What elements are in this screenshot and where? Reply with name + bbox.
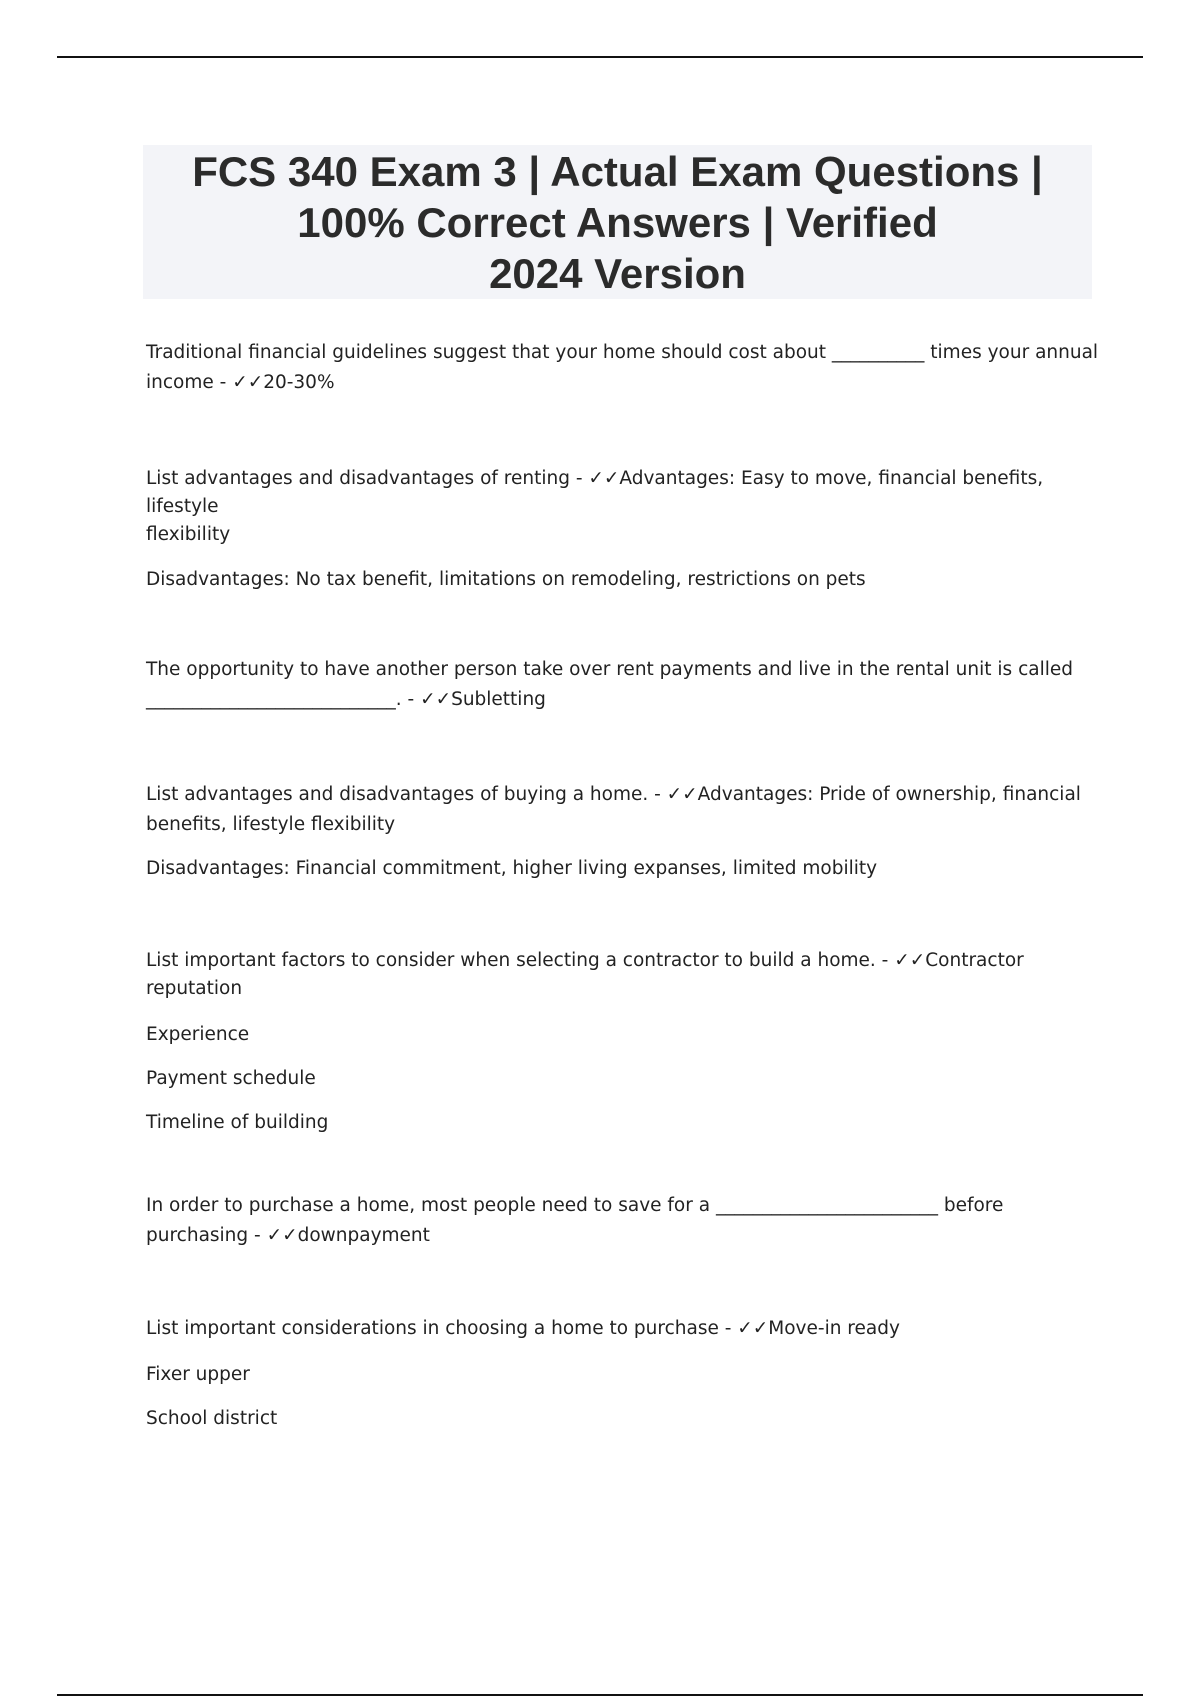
qa-item [146, 655, 1106, 715]
qa-question-line: ___________________________. - ✓✓Subletting [146, 689, 546, 710]
page-title-line-3: 2024 Version [489, 249, 746, 297]
qa-question-line: List important factors to consider when selecting a contractor to build a home. - ✓✓Contractor [146, 950, 1024, 971]
qa-item [146, 947, 1106, 1138]
qa-item [146, 1314, 1106, 1434]
qa-item [146, 780, 1106, 884]
qa-question-line: List important considerations in choosing a home to purchase - ✓✓Move-in ready [146, 1318, 900, 1339]
qa-question-line: In order to purchase a home, most people need to save for a ________________________ before [146, 1195, 1004, 1216]
page-title-line-2: 100% Correct Answers | Verified [297, 198, 938, 246]
bottom-divider [57, 1694, 1143, 1696]
qa-item [146, 1191, 1106, 1251]
qa-question-line: List advantages and disadvantages of renting - ✓✓Advantages: Easy to move, financial benefits, lifestyle [146, 468, 1044, 517]
qa-question-line: The opportunity to have another person take over rent payments and live in the rental unit is called [146, 659, 1073, 680]
qa-question-line: benefits, lifestyle flexibility [146, 814, 396, 835]
qa-question-line: List advantages and disadvantages of buying a home. - ✓✓Advantages: Pride of ownership, financial [146, 784, 1081, 805]
qa-item [146, 465, 1106, 595]
qa-question-line: income - ✓✓20-30% [146, 372, 335, 393]
qa-answer-line: Fixer upper [146, 1364, 250, 1385]
qa-answer-line: Disadvantages: Financial commitment, higher living expanses, limited mobility [146, 858, 878, 879]
qa-question-line: Traditional financial guidelines suggest that your home should cost about __________ times your annual [146, 342, 1099, 363]
qa-answer-line: Experience [146, 1024, 250, 1045]
qa-item [146, 338, 1106, 398]
qa-answer-line: Disadvantages: No tax benefit, limitations on remodeling, restrictions on pets [146, 569, 866, 590]
qa-answer-line: Timeline of building [146, 1112, 329, 1133]
qa-question-line: reputation [146, 978, 243, 999]
title-banner [143, 145, 1092, 299]
top-divider [57, 56, 1143, 58]
qa-answer-line: School district [146, 1408, 278, 1429]
page-title-line-1: FCS 340 Exam 3 | Actual Exam Questions | [192, 147, 1043, 195]
qa-question-line: purchasing - ✓✓downpayment [146, 1225, 430, 1246]
qa-list [146, 338, 1106, 1434]
qa-answer-line: Payment schedule [146, 1068, 316, 1089]
qa-question-line: flexibility [146, 524, 231, 545]
